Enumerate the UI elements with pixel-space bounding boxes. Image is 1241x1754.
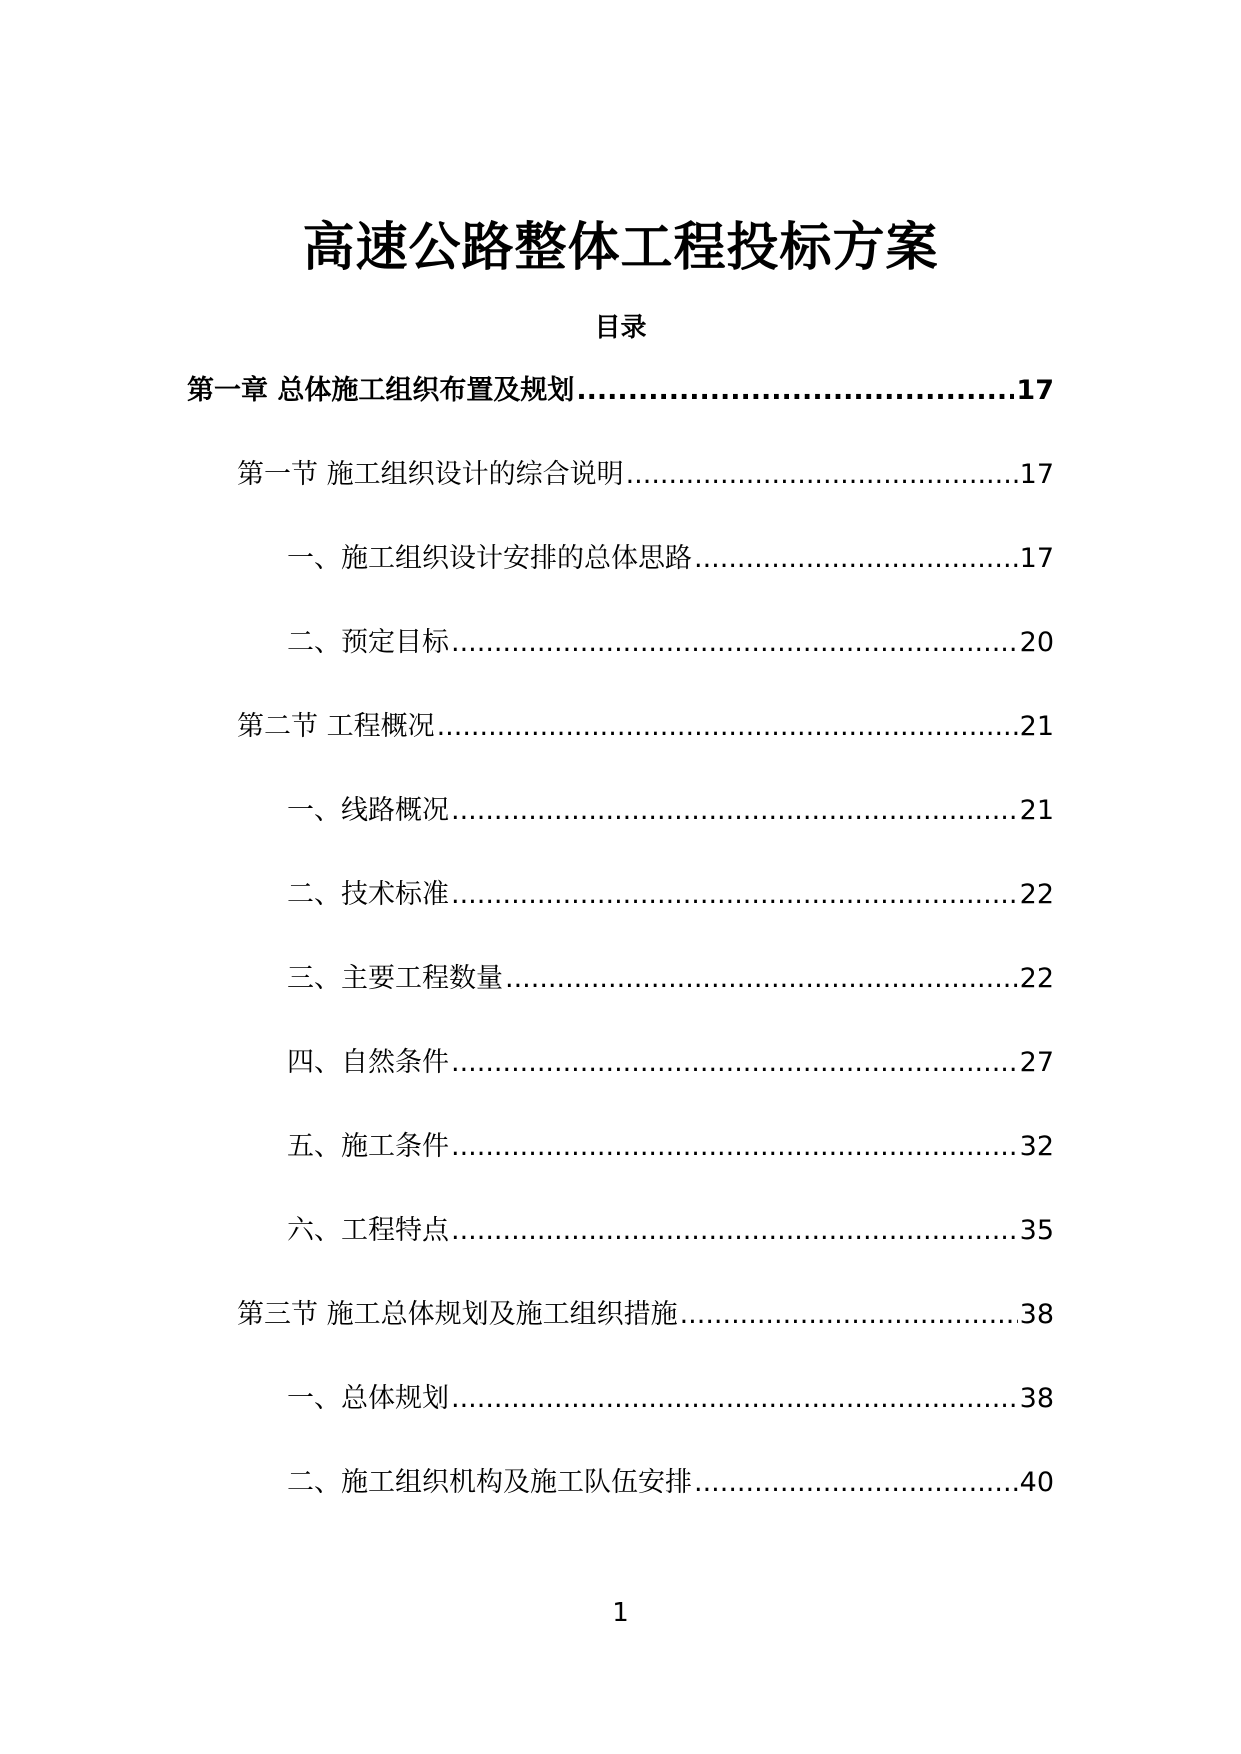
toc-entry-item[interactable] bbox=[287, 539, 1054, 579]
toc-dot-leader bbox=[451, 1043, 1018, 1083]
toc-entry-page: 22 bbox=[1019, 879, 1054, 910]
toc-heading: 目录 bbox=[594, 313, 647, 343]
toc-entry-item[interactable] bbox=[287, 791, 1054, 831]
toc-entry-page: 21 bbox=[1019, 795, 1054, 826]
toc-entry-item[interactable] bbox=[287, 1211, 1054, 1251]
toc-entry-page: 35 bbox=[1019, 1215, 1054, 1246]
toc-entry-page: 21 bbox=[1019, 711, 1054, 742]
toc-dot-leader bbox=[451, 1379, 1018, 1419]
toc-entry-label: 二、施工组织机构及施工队伍安排 bbox=[287, 1467, 692, 1498]
toc-dot-leader bbox=[451, 1211, 1018, 1251]
toc-dot-leader bbox=[451, 1127, 1018, 1167]
toc-entry-label: 二、技术标准 bbox=[287, 879, 449, 910]
toc-dot-leader bbox=[694, 539, 1018, 579]
page-number: 1 bbox=[612, 1598, 629, 1628]
toc-entry-page: 17 bbox=[1016, 375, 1054, 406]
toc-entry-item[interactable] bbox=[287, 959, 1054, 999]
toc-dot-leader bbox=[694, 1463, 1018, 1503]
toc-entry-label: 六、工程特点 bbox=[287, 1215, 449, 1246]
toc-dot-leader bbox=[505, 959, 1018, 999]
toc-entry-page: 38 bbox=[1019, 1299, 1054, 1330]
toc-entry-label: 五、施工条件 bbox=[287, 1131, 449, 1162]
toc-entry-item[interactable] bbox=[287, 1127, 1054, 1167]
toc-entry-section-1[interactable] bbox=[237, 455, 1054, 495]
toc-entry-section-3[interactable] bbox=[237, 1295, 1054, 1335]
toc-entry-label: 一、施工组织设计安排的总体思路 bbox=[287, 543, 692, 574]
toc-entry-label: 第二节 工程概况 bbox=[237, 711, 435, 742]
toc-dot-leader bbox=[437, 707, 1018, 747]
toc-entry-page: 17 bbox=[1019, 459, 1054, 490]
toc-entry-chapter-1[interactable] bbox=[187, 371, 1054, 411]
toc-dot-leader bbox=[626, 455, 1018, 495]
toc-entry-item[interactable] bbox=[287, 1463, 1054, 1503]
toc-entry-label: 一、线路概况 bbox=[287, 795, 449, 826]
toc-entry-page: 40 bbox=[1019, 1467, 1054, 1498]
toc-entry-item[interactable] bbox=[287, 623, 1054, 663]
toc-dot-leader bbox=[451, 623, 1018, 663]
toc-entry-page: 17 bbox=[1019, 543, 1054, 574]
toc-dot-leader bbox=[451, 875, 1018, 915]
toc-dot-leader bbox=[680, 1295, 1018, 1335]
toc-entry-page: 20 bbox=[1019, 627, 1054, 658]
toc-entry-page: 27 bbox=[1019, 1047, 1054, 1078]
toc-entry-label: 三、主要工程数量 bbox=[287, 963, 503, 994]
toc-entry-section-2[interactable] bbox=[237, 707, 1054, 747]
document-title: 高速公路整体工程投标方案 bbox=[302, 217, 939, 278]
toc-entry-page: 32 bbox=[1019, 1131, 1054, 1162]
toc-entry-label: 第一章 总体施工组织布置及规划 bbox=[187, 375, 575, 406]
toc-entry-page: 38 bbox=[1019, 1383, 1054, 1414]
toc-entry-label: 第三节 施工总体规划及施工组织措施 bbox=[237, 1299, 678, 1330]
toc-entry-label: 第一节 施工组织设计的综合说明 bbox=[237, 459, 624, 490]
toc-entry-item[interactable] bbox=[287, 1043, 1054, 1083]
toc-dot-leader bbox=[576, 371, 1014, 411]
toc-entry-page: 22 bbox=[1019, 963, 1054, 994]
toc-entry-label: 二、预定目标 bbox=[287, 627, 449, 658]
toc-entry-label: 一、总体规划 bbox=[287, 1383, 449, 1414]
toc-dot-leader bbox=[451, 791, 1018, 831]
toc-entry-item[interactable] bbox=[287, 875, 1054, 915]
toc-entry-label: 四、自然条件 bbox=[287, 1047, 449, 1078]
toc-entry-item[interactable] bbox=[287, 1379, 1054, 1419]
